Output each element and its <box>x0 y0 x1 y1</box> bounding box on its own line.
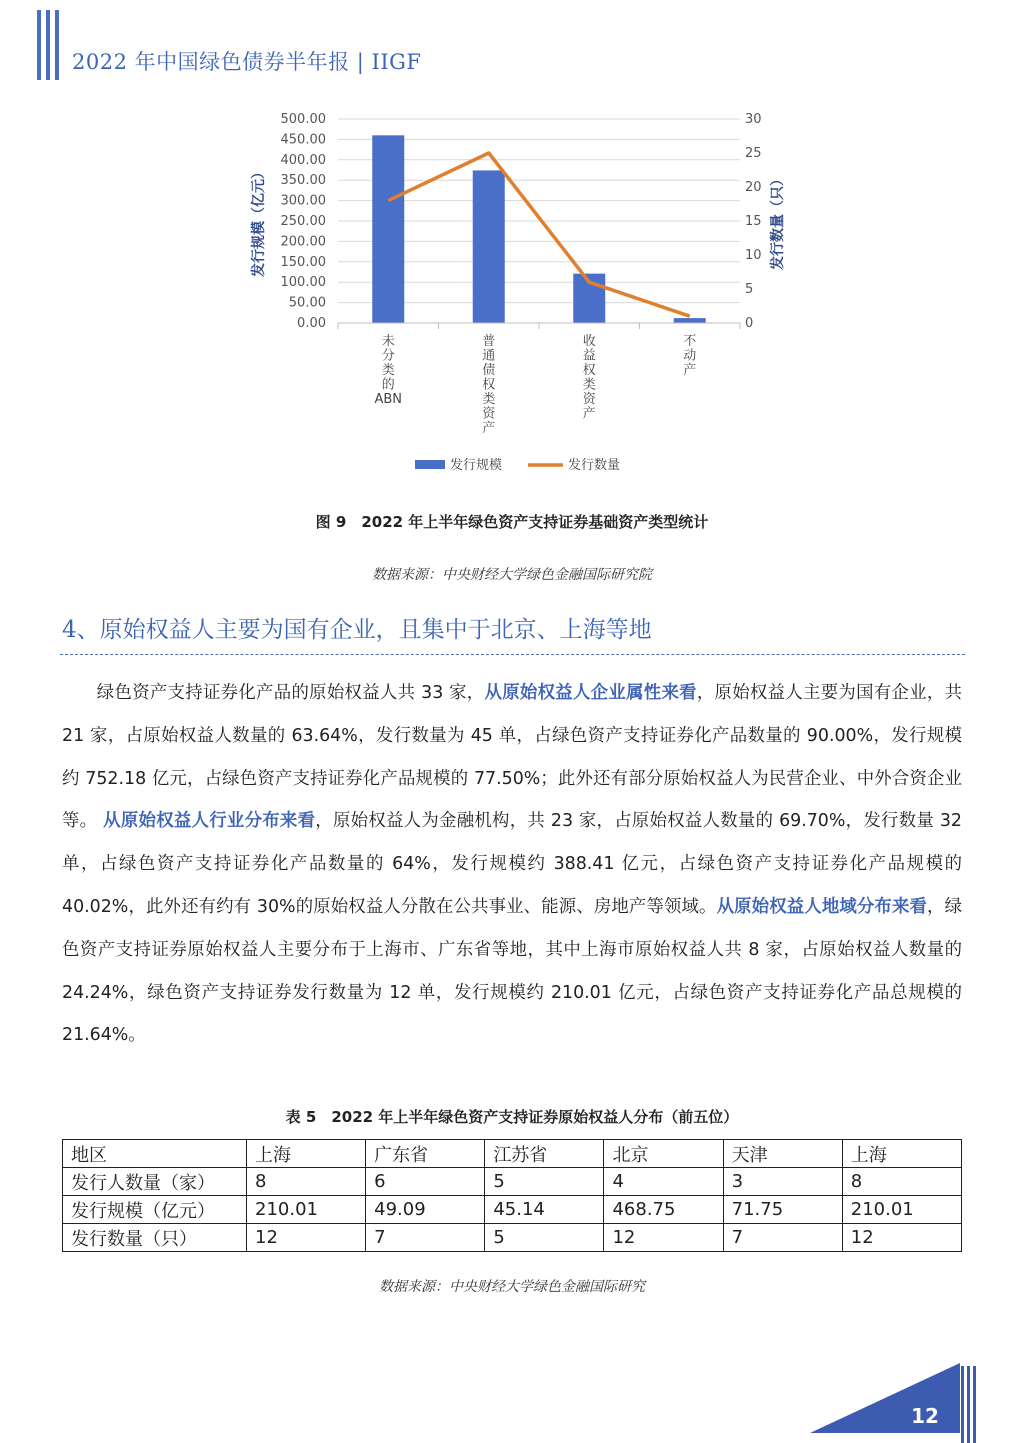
table-cell: 4 <box>604 1168 723 1196</box>
legend-label: 发行数量 <box>568 458 621 473</box>
y2-tick-label: 5 <box>745 282 754 297</box>
y2-tick-label: 20 <box>745 180 762 195</box>
y2-tick-label: 30 <box>745 112 762 127</box>
table-cell: 上海 <box>247 1140 366 1168</box>
page-header-title: 2022 年中国绿色债券半年报 | IIGF <box>72 50 422 74</box>
table-cell: 468.75 <box>604 1196 723 1224</box>
table-cell: 5 <box>485 1168 604 1196</box>
table-cell: 发行人数量（家） <box>63 1168 247 1196</box>
y2-tick-label: 25 <box>745 146 762 161</box>
y-tick-label: 0.00 <box>297 316 326 331</box>
table-cell: 6 <box>366 1168 485 1196</box>
table-source: 数据来源：中央财经大学绿色金融国际研究 <box>379 1279 645 1295</box>
legend-swatch-bar <box>415 460 445 469</box>
divider <box>60 654 965 655</box>
table-cell: 7 <box>723 1224 842 1252</box>
table-cell: 210.01 <box>247 1196 366 1224</box>
y2-axis-label: 发行数量（只） <box>770 172 786 270</box>
table-cell: 12 <box>247 1224 366 1252</box>
table-caption: 表 5 2022 年上半年绿色资产支持证券原始权益人分布（前五位） <box>285 1108 739 1126</box>
table-cell: 71.75 <box>723 1196 842 1224</box>
table-cell: 7 <box>366 1224 485 1252</box>
figure-caption: 图 9 2022 年上半年绿色资产支持证券基础资产类型统计 <box>315 513 709 531</box>
table-cell: 12 <box>604 1224 723 1252</box>
y-tick-label: 50.00 <box>288 295 326 311</box>
table-row <box>63 1196 962 1224</box>
y-tick-label: 150.00 <box>280 254 326 270</box>
y2-tick-label: 10 <box>745 248 762 263</box>
highlight-region: 从原始权益人地域分布来看 <box>716 896 928 917</box>
paragraph-text: ，绿色资产支持证券原始权益人主要分布于上海市、广东省等地，其中上海市原始权益人共 8 家，占原始权益人数量的 24.24%，绿色资产支持证券发行数量为 12 单，发行规模约 210.01 亿元，占绿色资产支持证券化产品总规模的 21.64%。 <box>62 896 962 1046</box>
table-row <box>63 1168 962 1196</box>
table-cell: 发行规模（亿元） <box>63 1196 247 1224</box>
table-cell: 49.09 <box>366 1196 485 1224</box>
chart <box>230 105 800 485</box>
table-cell: 210.01 <box>842 1196 961 1224</box>
y-tick-label: 250.00 <box>280 214 326 229</box>
distribution-table <box>62 1139 962 1252</box>
table-cell: 地区 <box>63 1140 247 1168</box>
legend-label: 发行规模 <box>450 458 503 473</box>
table-cell: 8 <box>247 1168 366 1196</box>
table-row <box>63 1224 962 1252</box>
y-tick-label: 300.00 <box>280 193 326 209</box>
x-tick-label: 未分类的 ABN <box>374 334 403 407</box>
body-paragraph <box>62 672 962 1057</box>
series-line <box>388 153 690 316</box>
y-tick-label: 400.00 <box>280 152 326 168</box>
highlight-industry: 从原始权益人行业分布来看 <box>103 811 316 832</box>
table-cell: 发行数量（只） <box>63 1224 247 1252</box>
y-tick-label: 500.00 <box>280 112 326 127</box>
x-tick-label: 收益权类资产 <box>582 334 596 422</box>
x-tick-label: 不动产 <box>683 334 697 378</box>
table-cell: 北京 <box>604 1140 723 1168</box>
table-cell: 45.14 <box>485 1196 604 1224</box>
paragraph-text: 绿色资产支持证券化产品的原始权益人共 33 家， <box>96 683 485 703</box>
table-cell: 3 <box>723 1168 842 1196</box>
table-cell: 广东省 <box>366 1140 485 1168</box>
table-cell: 江苏省 <box>485 1140 604 1168</box>
highlight-enterprise-type: 从原始权益人企业属性来看 <box>484 683 697 703</box>
bar <box>372 135 404 323</box>
paragraph-text: ，原始权益人为金融机构，共 23 家，占原始权益人数量的 69.70%，发行数量 32 单，占绿色资产支持证券化产品数量的 64%，发行规模约 388.41 亿元，占绿色资产支持证券化产品规模的 40.02%，此外还有约有 30%的原始权益人分散在公共事业、能源、房地产等领域。 <box>62 811 963 917</box>
y2-tick-label: 0 <box>745 316 754 331</box>
y2-tick-label: 15 <box>745 214 762 229</box>
y-tick-label: 450.00 <box>280 132 326 148</box>
page-number: 12 <box>911 1404 939 1428</box>
table-row <box>63 1140 962 1168</box>
figure-source: 数据来源：中央财经大学绿色金融国际研究院 <box>372 567 652 583</box>
y-tick-label: 100.00 <box>280 275 326 291</box>
table-cell: 5 <box>485 1224 604 1252</box>
table-cell: 12 <box>842 1224 961 1252</box>
paragraph-text: ，原始权益人主要为国有企业，共 21 家，占原始权益人数量的 63.64%，发行数量为 45 单，占绿色资产支持证券化产品数量的 90.00%，发行规模约 752.18 亿元，占绿色资产支持证券化产品规模的 77.50%；此外还有部分原始权益人为民营企业、中外合资企业等。 <box>62 683 962 832</box>
table-cell: 8 <box>842 1168 961 1196</box>
y-tick-label: 200.00 <box>280 234 326 250</box>
table-cell: 上海 <box>842 1140 961 1168</box>
bar <box>473 170 505 323</box>
bar <box>674 318 706 323</box>
x-tick-label: 普通债权类资产 <box>482 334 496 436</box>
section-heading: 4、原始权益人主要为国有企业，且集中于北京、上海等地 <box>62 617 652 643</box>
y-axis-label: 发行规模（亿元） <box>251 165 267 277</box>
table-cell: 天津 <box>723 1140 842 1168</box>
y-tick-label: 350.00 <box>280 173 326 189</box>
